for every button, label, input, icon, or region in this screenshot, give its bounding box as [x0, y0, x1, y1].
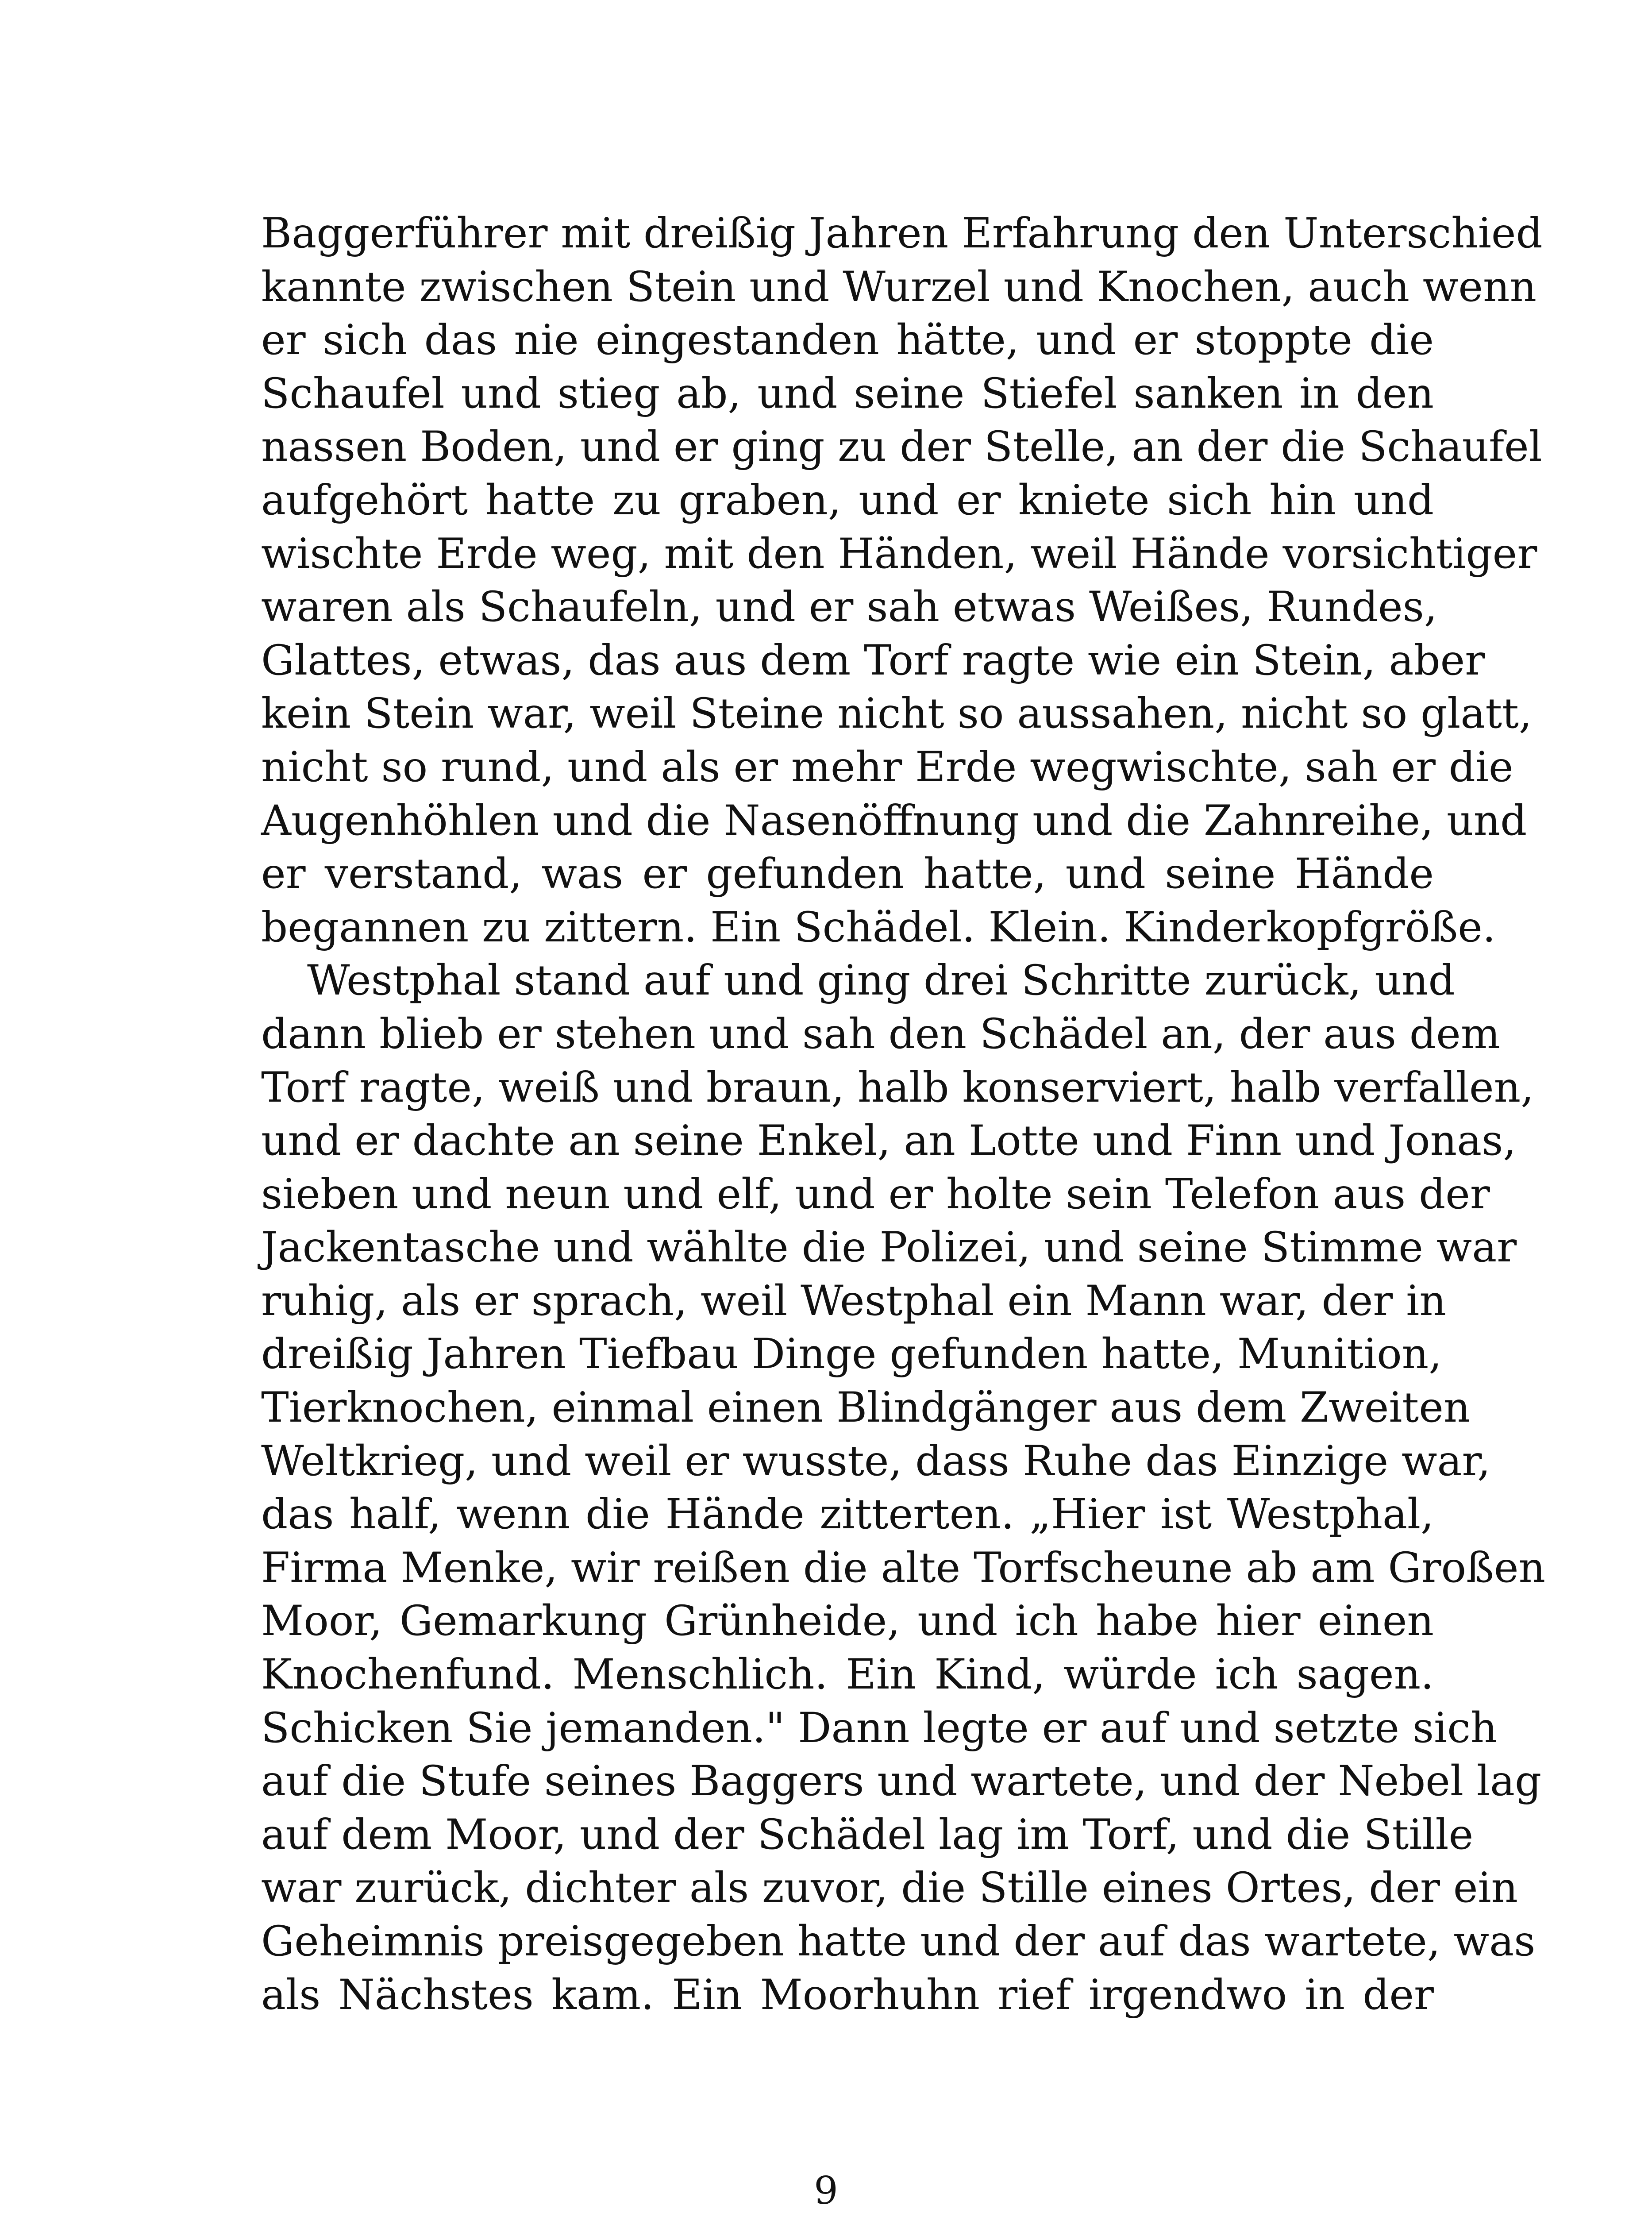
text-line: kannte zwischen Stein und Wurzel und Knochen, auch wenn — [261, 262, 1537, 311]
text-line: Jackentasche und wählte die Polizei, und seine Stimme war — [261, 1223, 1517, 1272]
text-line: aufgehört hatte zu graben, und er kniete sich hin und — [261, 476, 1434, 524]
text-line: Firma Menke, wir reißen die alte Torfscheune ab am Großen — [261, 1543, 1546, 1592]
text-line: er verstand, was er gefunden hatte, und seine Hände — [261, 850, 1434, 898]
text-line: Moor, Gemarkung Grünheide, und ich habe hier einen — [261, 1597, 1434, 1646]
text-line: Knochenfund. Menschlich. Ein Kind, würde ich sagen. — [261, 1650, 1434, 1699]
text-line: er sich das nie eingestanden hätte, und er stoppte die — [261, 316, 1434, 365]
text-line: waren als Schaufeln, und er sah etwas Weißes, Rundes, — [261, 583, 1437, 632]
text-line: ruhig, als er sprach, weil Westphal ein Mann war, der in — [261, 1276, 1446, 1325]
text-line: wischte Erde weg, mit den Händen, weil Hände vorsichtiger — [261, 529, 1537, 578]
body-text — [261, 207, 1546, 2022]
text-line: Schicken Sie jemanden." Dann legte er auf und setzte sich — [261, 1704, 1498, 1752]
text-line: Torf ragte, weiß und braun, halb konserviert, halb verfallen, — [261, 1063, 1534, 1112]
text-line: als Nächstes kam. Ein Moorhuhn rief irgendwo in der — [261, 1970, 1434, 2019]
paragraph — [261, 207, 1543, 954]
text-line: Weltkrieg, und weil er wusste, dass Ruhe das Einzige war, — [261, 1437, 1491, 1485]
text-line: dann blieb er stehen und sah den Schädel an, der aus dem — [261, 1010, 1500, 1058]
text-line: Westphal stand auf und ging drei Schritte zurück, und — [307, 956, 1455, 1005]
text-line: auf dem Moor, und der Schädel lag im Torf, und die Stille — [261, 1810, 1474, 1859]
text-line: war zurück, dichter als zuvor, die Stille eines Ortes, der ein — [261, 1864, 1518, 1912]
text-line: nassen Boden, und er ging zu der Stelle, an der die Schaufel — [261, 423, 1542, 471]
text-line: Tierknochen, einmal einen Blindgänger aus dem Zweiten — [261, 1384, 1471, 1432]
text-line: Geheimnis preisgegeben hatte und der auf das wartete, was — [261, 1917, 1536, 1966]
text-line: Glattes, etwas, das aus dem Torf ragte wie ein Stein, aber — [261, 636, 1485, 685]
text-line: das half, wenn die Hände zitterten. „Hier ist Westphal, — [261, 1490, 1434, 1539]
text-line: und er dachte an seine Enkel, an Lotte und Finn und Jonas, — [261, 1117, 1517, 1165]
page-number: 9 — [814, 2169, 838, 2213]
text-line: nicht so rund, und als er mehr Erde wegwischte, sah er die — [261, 743, 1513, 791]
text-line: dreißig Jahren Tiefbau Dinge gefunden hatte, Munition, — [261, 1330, 1442, 1379]
text-line: Schaufel und stieg ab, und seine Stiefel sanken in den — [261, 369, 1434, 418]
text-line: begannen zu zittern. Ein Schädel. Klein. Kinderkopfgröße. — [261, 903, 1496, 952]
text-line: Augenhöhlen und die Nasenöffnung und die Zahnreihe, und — [261, 796, 1527, 845]
text-line: kein Stein war, weil Steine nicht so aussahen, nicht so glatt, — [261, 690, 1532, 738]
text-line: Baggerführer mit dreißig Jahren Erfahrung den Unterschied — [261, 209, 1543, 258]
text-line: sieben und neun und elf, und er holte sein Telefon aus der — [261, 1170, 1490, 1218]
paragraph — [261, 954, 1546, 2022]
text-line: auf die Stufe seines Baggers und wartete, und der Nebel lag — [261, 1757, 1542, 1806]
